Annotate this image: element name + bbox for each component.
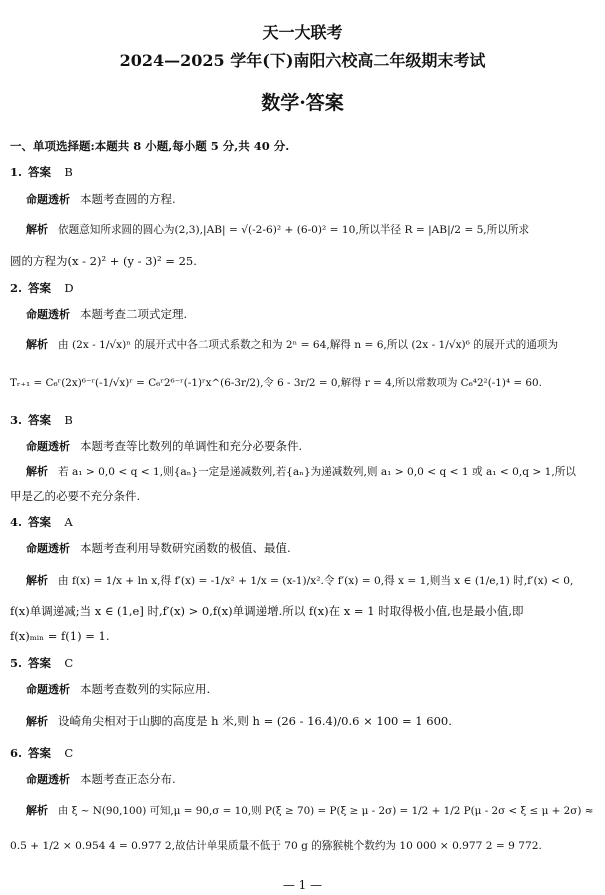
q4-solution-line3: f(x)ₘᵢₙ = f(1) = 1. <box>10 629 110 643</box>
q2-answer: 2. 答案 D <box>10 281 74 295</box>
q4-analysis: 命题透析 本题考查利用导数研究函数的极值、最值. <box>26 541 291 555</box>
q4-solution-line2: f(x)单调递减;当 x ∈ (1,e] 时,f′(x) > 0,f(x)单调递增.所以 f(x)在 x = 1 时取得极小值,也是最小值,即 <box>10 604 524 618</box>
q5-answer: 5. 答案 C <box>10 656 74 670</box>
q5-solution-line1: 解析 设崎角尖相对于山脚的高度是 h 米,则 h = (26 - 16.4)/0.6 × 100 = 1 600. <box>26 714 452 728</box>
header-title: 天一大联考 <box>262 23 343 42</box>
header-subject: 数学·答案 <box>261 92 344 114</box>
q2-solution-line1: 解析 由 (2x - 1/√x)ⁿ 的展开式中各二项式系数之和为 2ⁿ = 64,解得 n = 6,所以 (2x - 1/√x)⁶ 的展开式的通项为 <box>26 338 559 351</box>
q1-solution-line1: 解析 依题意知所求圆的圆心为(2,3),|AB| = √(-2-6)² + (6-0)² = 10,所以半径 R = |AB|/2 = 5,所以所求 <box>26 223 530 236</box>
q3-answer: 3. 答案 B <box>10 413 73 427</box>
q5-analysis: 命题透析 本题考查数列的实际应用. <box>26 682 211 696</box>
q4-answer: 4. 答案 A <box>10 515 73 529</box>
q1-answer: 1. 答案 B <box>10 165 73 179</box>
q1-analysis: 命题透析 本题考查圆的方程. <box>26 192 176 206</box>
q3-analysis: 命题透析 本题考查等比数列的单调性和充分必要条件. <box>26 439 303 453</box>
q3-solution-line2: 甲是乙的必要不充分条件. <box>10 489 141 503</box>
q2-solution-line2: Tᵣ₊₁ = C₆ʳ(2x)⁶⁻ʳ(-1/√x)ʳ = C₆ʳ2⁶⁻ʳ(-1)ʳx^(6-3r/2),令 6 - 3r/2 = 0,解得 r = 4,所以常数项为 C₆⁴2²(-1)⁴ = 60. <box>10 377 542 389</box>
section-heading: 一、单项选择题:本题共 8 小题,每小题 5 分,共 40 分. <box>10 139 290 153</box>
q4-solution-line1: 解析 由 f(x) = 1/x + ln x,得 f′(x) = -1/x² + 1/x = (x-1)/x².令 f′(x) = 0,得 x = 1,则当 x ∈ (1/e,1) 时,f′(x) < 0, <box>26 574 574 587</box>
header-subtitle: 2024—2025 学年(下)南阳六校高二年级期末考试 <box>119 51 486 70</box>
q6-analysis: 命题透析 本题考查正态分布. <box>26 772 176 786</box>
q6-solution-line1: 解析 由 ξ ~ N(90,100) 可知,μ = 90,σ = 10,则 P(ξ ≥ 70) = P(ξ ≥ μ - 2σ) = 1/2 + 1/2 P(μ - 2σ < ξ ≤ μ + 2σ) ≈ <box>26 804 594 817</box>
q2-analysis: 命题透析 本题考查二项式定理. <box>26 307 188 321</box>
q6-answer: 6. 答案 C <box>10 746 74 760</box>
q1-solution-line2: 圆的方程为(x - 2)² + (y - 3)² = 25. <box>10 254 197 268</box>
q3-solution-line1: 解析 若 a₁ > 0,0 < q < 1,则{aₙ}一定是递减数列,若{aₙ}为递减数列,则 a₁ > 0,0 < q < 1 或 a₁ < 0,q > 1,所以 <box>26 465 576 478</box>
q6-solution-line2: 0.5 + 1/2 × 0.954 4 = 0.977 2,故估计单果质量不低于 70 g 的猕猴桃个数约为 10 000 × 0.977 2 = 9 772. <box>10 840 542 852</box>
page-number: — 1 — <box>282 878 323 892</box>
